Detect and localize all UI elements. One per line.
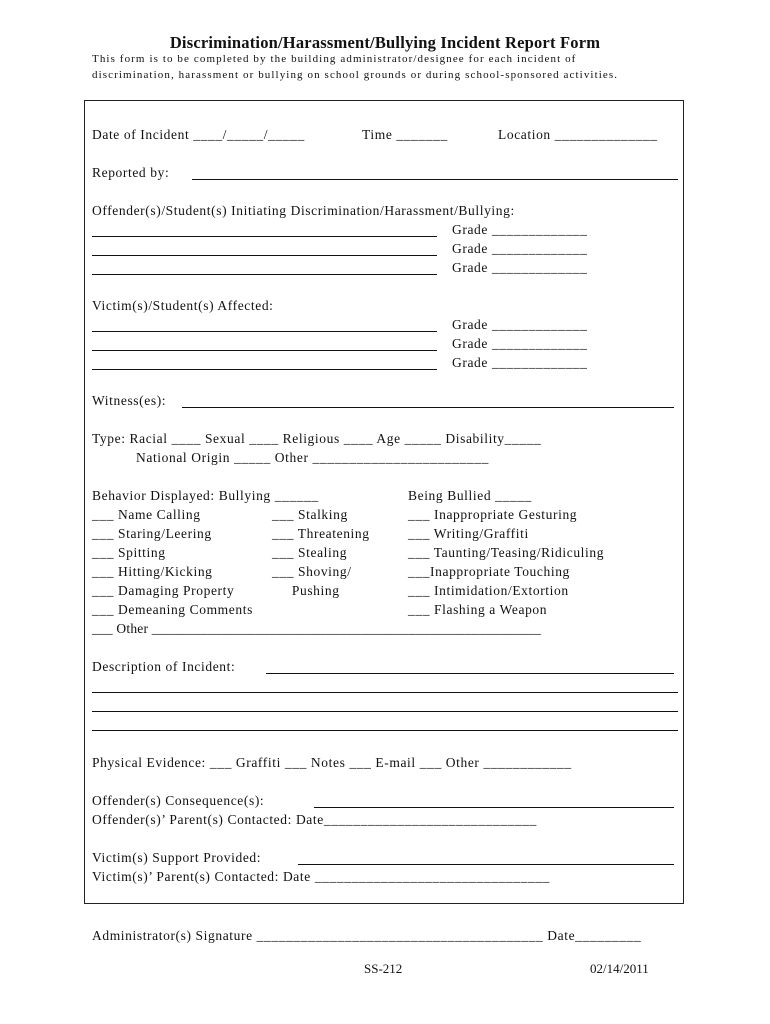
offenders-label: Offender(s)/Student(s) Initiating Discrimination/Harassment/Bullying:: [92, 203, 515, 218]
type-line-2[interactable]: National Origin _____ Other ________________________: [136, 450, 489, 465]
behavior-option[interactable]: ___Inappropriate Touching: [408, 564, 570, 579]
behavior-option[interactable]: ___ Staring/Leering: [92, 526, 212, 541]
date-of-incident-field[interactable]: Date of Incident ____/_____/_____: [92, 127, 305, 142]
victim-support-label: Victim(s) Support Provided:: [92, 850, 262, 865]
victim-grade-field[interactable]: Grade _____________: [452, 355, 588, 370]
behavior-option[interactable]: ___ Stalking: [272, 507, 348, 522]
behavior-option[interactable]: ___ Stealing: [272, 545, 348, 560]
offender-name-input[interactable]: [92, 255, 437, 256]
form-number: SS-212: [364, 961, 403, 976]
description-input[interactable]: [92, 730, 678, 731]
behavior-option[interactable]: ___ Taunting/Teasing/Ridiculing: [408, 545, 605, 560]
offender-name-input[interactable]: [92, 236, 437, 237]
reported-by-label: Reported by:: [92, 165, 170, 180]
behavior-option[interactable]: ___ Shoving/: [272, 564, 352, 579]
offender-consequences-input[interactable]: [314, 807, 674, 808]
behavior-option[interactable]: ___ Spitting: [92, 545, 166, 560]
offender-consequences-label: Offender(s) Consequence(s):: [92, 793, 265, 808]
description-input[interactable]: [92, 692, 678, 693]
form-revision-date: 02/14/2011: [590, 961, 649, 976]
behavior-option[interactable]: ___ Writing/Graffiti: [408, 526, 529, 541]
offender-parents-contacted-field[interactable]: Offender(s)’ Parent(s) Contacted: Date_____________________________: [92, 812, 537, 827]
intro-line-1: This form is to be completed by the building administrator/designee for each incident of: [92, 53, 577, 65]
description-input[interactable]: [92, 711, 678, 712]
behavior-option[interactable]: ___ Flashing a Weapon: [408, 602, 548, 617]
administrator-signature-field[interactable]: Administrator(s) Signature _______________________________________ Date_________: [92, 928, 642, 943]
offender-name-input[interactable]: [92, 274, 437, 275]
victim-name-input[interactable]: [92, 369, 437, 370]
offender-grade-field[interactable]: Grade _____________: [452, 222, 588, 237]
victim-support-input[interactable]: [298, 864, 674, 865]
witnesses-input[interactable]: [182, 407, 674, 408]
victims-label: Victim(s)/Student(s) Affected:: [92, 298, 274, 313]
description-label: Description of Incident:: [92, 659, 236, 674]
location-field[interactable]: Location ______________: [498, 127, 658, 142]
type-line-1[interactable]: Type: Racial ____ Sexual ____ Religious ____ Age _____ Disability_____: [92, 431, 542, 446]
behavior-option[interactable]: ___ Inappropriate Gesturing: [408, 507, 578, 522]
form-title: Discrimination/Harassment/Bullying Incident Report Form: [169, 33, 601, 52]
victim-name-input[interactable]: [92, 350, 437, 351]
reported-by-input[interactable]: [192, 179, 678, 180]
behavior-displayed-label[interactable]: Behavior Displayed: Bullying ______: [92, 488, 319, 503]
witnesses-label: Witness(es):: [92, 393, 167, 408]
victim-grade-field[interactable]: Grade _____________: [452, 317, 588, 332]
behavior-option-cont: Pushing: [272, 583, 340, 598]
physical-evidence-field[interactable]: Physical Evidence: ___ Graffiti ___ Notes ___ E-mail ___ Other ____________: [92, 755, 572, 770]
behavior-option[interactable]: ___ Hitting/Kicking: [92, 564, 213, 579]
behavior-option[interactable]: ___ Demeaning Comments: [92, 602, 253, 617]
behavior-option[interactable]: ___ Threatening: [272, 526, 370, 541]
behavior-option[interactable]: ___ Damaging Property: [92, 583, 235, 598]
behavior-option[interactable]: ___ Name Calling: [92, 507, 201, 522]
victim-parents-contacted-field[interactable]: Victim(s)’ Parent(s) Contacted: Date ________________________________: [92, 869, 551, 884]
victim-name-input[interactable]: [92, 331, 437, 332]
behavior-option[interactable]: ___ Intimidation/Extortion: [408, 583, 569, 598]
behavior-other-field[interactable]: ___ Other ________________________________________________________: [92, 621, 541, 636]
being-bullied-field[interactable]: Being Bullied _____: [408, 488, 532, 503]
description-input[interactable]: [266, 673, 674, 674]
time-field[interactable]: Time _______: [362, 127, 448, 142]
intro-line-2: discrimination, harassment or bullying on school grounds or during school-sponsored activities.: [92, 69, 619, 81]
offender-grade-field[interactable]: Grade _____________: [452, 241, 588, 256]
victim-grade-field[interactable]: Grade _____________: [452, 336, 588, 351]
offender-grade-field[interactable]: Grade _____________: [452, 260, 588, 275]
